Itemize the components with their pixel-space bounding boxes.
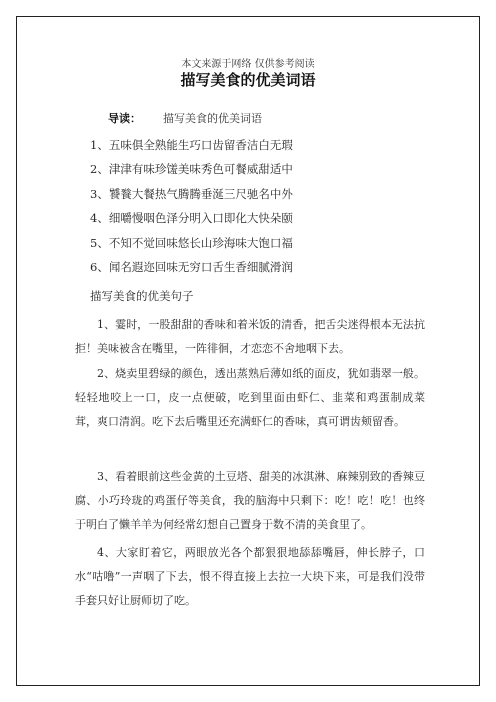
list-item: 6、闻名遐迩回味无穷口舌生香细腻滑润 bbox=[90, 259, 293, 274]
paragraph: 3、看着眼前这些金黄的土豆塔、甜美的冰淇淋、麻辣别致的香辣豆腐、小巧玲珑的鸡蛋仔等美食，我的脑海中只剩下：吃！吃！吃！也终于明白了懒羊羊为何经常幻想自己置身于数不清的美食里了。 bbox=[75, 470, 425, 531]
paragraph: 2、烧卖里碧绿的颜色，透出蒸熟后薄如纸的面皮，犹如翡翠一般。轻轻地咬上一口，皮一点便破，吃到里面由虾仁、韭菜和鸡蛋制成菜茸，爽口清润。吃下去后嘴里还充满虾仁的香味，真可谓齿颊留香。 bbox=[75, 367, 425, 428]
source-disclaimer: 本文来源于网络 仅供参考阅读 bbox=[181, 59, 315, 70]
list-item: 3、饕餮大餐热气腾腾垂涎三尺驰名中外 bbox=[90, 186, 293, 201]
paragraph: 4、大家盯着它，两眼放光各个都狠狠地舔舔嘴唇，伸长脖子，口水“咕噜”一声咽了下去，恨不得直接上去拉一大块下来，可是我们没带手套只好让厨师切了吃。 bbox=[75, 546, 425, 607]
paragraph: 1、霎时，一股甜甜的香味和着米饭的清香，把舌尖迷得根本无法抗拒！美味被含在嘴里，一阵徘徊，才恋恋不舍地咽下去。 bbox=[75, 318, 425, 355]
list-item: 2、津津有味珍馐美味秀色可餐威甜适中 bbox=[90, 162, 293, 177]
intro-text: 描写美食的优美词语 bbox=[163, 112, 262, 125]
list-item: 5、不知不觉回味悠长山珍海味大饱口福 bbox=[90, 235, 293, 250]
sentences-heading: 描写美食的优美句子 bbox=[90, 289, 194, 303]
intro-line bbox=[108, 110, 262, 126]
intro-label: 导读： bbox=[108, 112, 141, 125]
phrase-list bbox=[90, 133, 293, 279]
list-item: 1、五味俱全熟能生巧口齿留香洁白无瑕 bbox=[90, 138, 293, 152]
page-title: 描写美食的优美词语 bbox=[180, 71, 316, 89]
list-item: 4、细嚼慢咽色泽分明入口即化大快朵颐 bbox=[90, 211, 293, 226]
